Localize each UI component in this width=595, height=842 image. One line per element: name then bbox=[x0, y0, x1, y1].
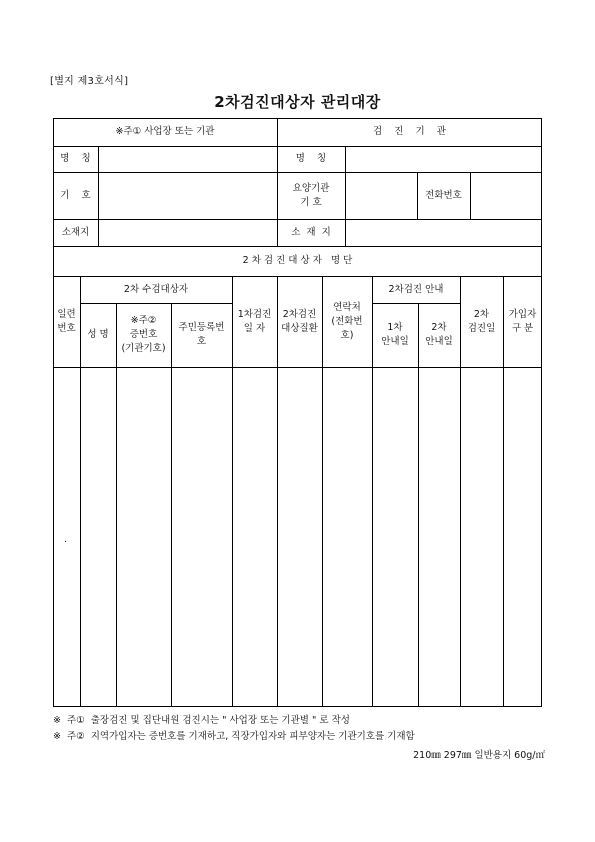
institution-location-field[interactable] bbox=[345, 219, 542, 246]
workplace-symbol-label: 기 호 bbox=[60, 189, 91, 201]
page-title: 2차검진대상자 관리대장 bbox=[214, 93, 381, 111]
col-subscriber-type: 가입자 구 분 bbox=[508, 308, 537, 334]
footnote-1: ※ 주① 출장검진 및 집단내원 검진시는 " 사업장 또는 기관별 " 로 작성 bbox=[53, 715, 350, 726]
exam-institution-header: 검 진 기 관 bbox=[373, 126, 446, 137]
col-second-exam-disease: 2차검진 대상질환 bbox=[281, 308, 318, 334]
workplace-name-label: 명 칭 bbox=[60, 153, 91, 164]
col-card-number: ※주② 증번호 (기관기호) bbox=[121, 315, 166, 354]
workplace-location-label: 소재지 bbox=[61, 226, 90, 238]
workplace-header: ※주① 사업장 또는 기관 bbox=[115, 126, 215, 137]
institution-name-label: 명 칭 bbox=[295, 153, 327, 164]
col-first-exam-date: 1차검진 일 자 bbox=[237, 308, 272, 334]
care-institution-symbol-label: 요양기관 기 호 bbox=[292, 182, 330, 208]
col-group-second-exam-notice: 2차검진 안내 bbox=[388, 283, 444, 295]
institution-name-field[interactable] bbox=[345, 146, 542, 172]
footnotes bbox=[53, 713, 415, 745]
target-list-title: 2 차 검 진 대 상 자 명 단 bbox=[242, 255, 353, 266]
care-institution-symbol-field[interactable] bbox=[345, 172, 417, 219]
paper-spec: 210㎜ 297㎜ 일반용지 60g/㎡ bbox=[413, 750, 545, 761]
target-list-entry-area[interactable] bbox=[53, 367, 542, 707]
col-name: 성 명 bbox=[87, 329, 109, 340]
col-second-exam-date: 2차 검진일 bbox=[467, 308, 496, 334]
footnote-2: ※ 주② 지역가입자는 증번호를 기재하고, 직장가입자와 피부양자는 기관기호를 기재함 bbox=[53, 731, 415, 742]
col-second-notice-date: 2차 안내일 bbox=[425, 322, 453, 347]
col-group-second-exam-targets: 2차 수검대상자 bbox=[123, 283, 189, 295]
col-resident-registration-number: 주민등록번 호 bbox=[178, 322, 225, 347]
col-serial-number: 일련 번호 bbox=[57, 308, 76, 334]
workplace-name-field[interactable] bbox=[98, 146, 277, 172]
phone-field[interactable] bbox=[470, 172, 542, 219]
workplace-location-field[interactable] bbox=[98, 219, 277, 246]
col-contact: 연락처 (전화번 호) bbox=[331, 301, 363, 341]
col-first-notice-date: 1차 안내일 bbox=[381, 322, 409, 347]
form-number: [별지 제3호서식] bbox=[50, 76, 129, 87]
institution-location-label: 소 재 지 bbox=[291, 226, 331, 238]
phone-label: 전화번호 bbox=[425, 189, 462, 201]
row-marker: · bbox=[64, 537, 68, 548]
workplace-symbol-field[interactable] bbox=[98, 172, 277, 219]
